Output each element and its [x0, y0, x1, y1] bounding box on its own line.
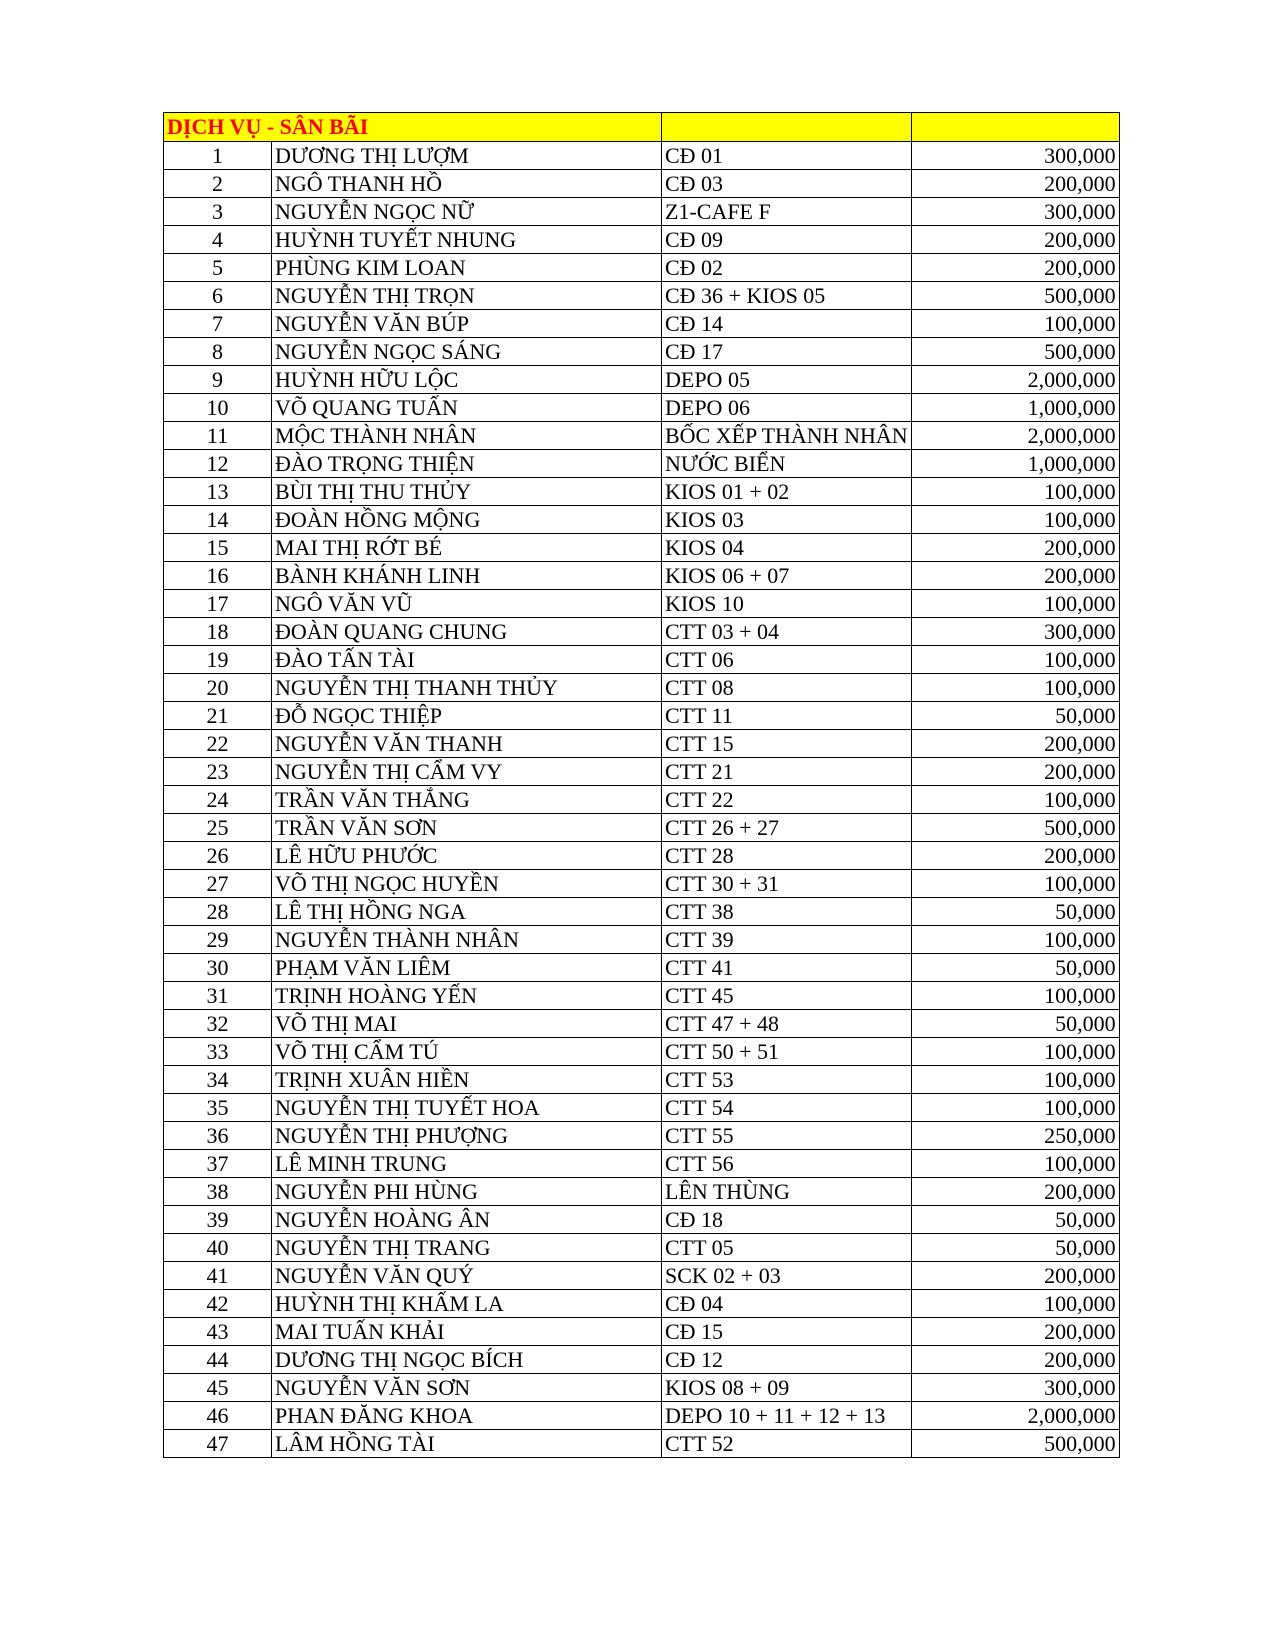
person-name: NGUYỄN THỊ TUYẾT HOA [272, 1093, 662, 1121]
row-number: 43 [164, 1317, 272, 1345]
fee-amount: 200,000 [911, 561, 1119, 589]
person-name: PHẠM VĂN LIÊM [272, 953, 662, 981]
location-code: CTT 53 [662, 1065, 912, 1093]
location-code: CĐ 04 [662, 1289, 912, 1317]
fee-amount: 200,000 [911, 1261, 1119, 1289]
row-number: 39 [164, 1205, 272, 1233]
location-code: CTT 22 [662, 785, 912, 813]
table-row [164, 1429, 1120, 1457]
table-row [164, 393, 1120, 421]
fee-amount: 250,000 [911, 1121, 1119, 1149]
row-number: 40 [164, 1233, 272, 1261]
person-name: ĐÀO TẤN TÀI [272, 645, 662, 673]
location-code: KIOS 06 + 07 [662, 561, 912, 589]
person-name: VÕ THỊ MAI [272, 1009, 662, 1037]
fee-amount: 100,000 [911, 1289, 1119, 1317]
table-row [164, 869, 1120, 897]
person-name: NGUYỄN THỊ TRỌN [272, 281, 662, 309]
table-row [164, 533, 1120, 561]
fee-amount: 50,000 [911, 701, 1119, 729]
fee-amount: 100,000 [911, 589, 1119, 617]
fee-amount: 300,000 [911, 617, 1119, 645]
person-name: ĐOÀN HỒNG MỘNG [272, 505, 662, 533]
location-code: CTT 55 [662, 1121, 912, 1149]
fee-amount: 500,000 [911, 1429, 1119, 1457]
person-name: NGUYỄN THỊ THANH THỦY [272, 673, 662, 701]
person-name: PHÙNG KIM LOAN [272, 253, 662, 281]
table-row [164, 141, 1120, 169]
fee-amount: 100,000 [911, 869, 1119, 897]
location-code: CĐ 15 [662, 1317, 912, 1345]
person-name: NGUYỄN HOÀNG ÂN [272, 1205, 662, 1233]
table-row [164, 169, 1120, 197]
table-row [164, 1177, 1120, 1205]
row-number: 16 [164, 561, 272, 589]
location-code: CĐ 01 [662, 141, 912, 169]
location-code: CTT 06 [662, 645, 912, 673]
location-code: CTT 52 [662, 1429, 912, 1457]
person-name: MỘC THÀNH NHÂN [272, 421, 662, 449]
row-number: 30 [164, 953, 272, 981]
fee-amount: 100,000 [911, 309, 1119, 337]
location-code: NƯỚC BIỂN [662, 449, 912, 477]
location-code: KIOS 08 + 09 [662, 1373, 912, 1401]
person-name: HUỲNH THỊ KHẤM LA [272, 1289, 662, 1317]
fee-amount: 200,000 [911, 729, 1119, 757]
table-row [164, 1093, 1120, 1121]
row-number: 31 [164, 981, 272, 1009]
row-number: 20 [164, 673, 272, 701]
person-name: NGUYỄN VĂN THANH [272, 729, 662, 757]
fee-amount: 50,000 [911, 897, 1119, 925]
person-name: TRỊNH XUÂN HIỀN [272, 1065, 662, 1093]
location-code: CTT 38 [662, 897, 912, 925]
location-code: CTT 15 [662, 729, 912, 757]
person-name: BÀNH KHÁNH LINH [272, 561, 662, 589]
person-name: VÕ THỊ CẨM TÚ [272, 1037, 662, 1065]
person-name: PHAN ĐĂNG KHOA [272, 1401, 662, 1429]
fee-amount: 500,000 [911, 813, 1119, 841]
person-name: NGUYỄN THỊ PHƯỢNG [272, 1121, 662, 1149]
fee-amount: 2,000,000 [911, 365, 1119, 393]
table-row [164, 1009, 1120, 1037]
service-fee-table [163, 112, 1120, 1458]
table-row [164, 281, 1120, 309]
table-row [164, 1317, 1120, 1345]
fee-amount: 2,000,000 [911, 421, 1119, 449]
location-code: CTT 08 [662, 673, 912, 701]
location-code: CTT 21 [662, 757, 912, 785]
table-row [164, 309, 1120, 337]
row-number: 9 [164, 365, 272, 393]
row-number: 25 [164, 813, 272, 841]
table-row [164, 701, 1120, 729]
table-row [164, 449, 1120, 477]
fee-amount: 200,000 [911, 757, 1119, 785]
location-code: CTT 45 [662, 981, 912, 1009]
table-row [164, 813, 1120, 841]
fee-amount: 100,000 [911, 785, 1119, 813]
location-code: DEPO 10 + 11 + 12 + 13 [662, 1401, 912, 1429]
table-row [164, 1401, 1120, 1429]
table-row [164, 337, 1120, 365]
person-name: LÂM HỒNG TÀI [272, 1429, 662, 1457]
table-row [164, 365, 1120, 393]
header-empty-cell [911, 113, 1119, 142]
fee-amount: 100,000 [911, 925, 1119, 953]
table-row [164, 785, 1120, 813]
fee-amount: 300,000 [911, 1373, 1119, 1401]
table-row [164, 561, 1120, 589]
fee-amount: 200,000 [911, 1317, 1119, 1345]
location-code: SCK 02 + 03 [662, 1261, 912, 1289]
row-number: 26 [164, 841, 272, 869]
fee-amount: 200,000 [911, 225, 1119, 253]
fee-amount: 300,000 [911, 141, 1119, 169]
fee-amount: 200,000 [911, 1177, 1119, 1205]
person-name: NGUYỄN NGỌC SÁNG [272, 337, 662, 365]
row-number: 8 [164, 337, 272, 365]
row-number: 36 [164, 1121, 272, 1149]
row-number: 45 [164, 1373, 272, 1401]
location-code: CTT 11 [662, 701, 912, 729]
row-number: 37 [164, 1149, 272, 1177]
person-name: ĐỖ NGỌC THIỆP [272, 701, 662, 729]
row-number: 17 [164, 589, 272, 617]
table-row [164, 253, 1120, 281]
person-name: VÕ THỊ NGỌC HUYỀN [272, 869, 662, 897]
fee-amount: 100,000 [911, 1037, 1119, 1065]
table-row [164, 673, 1120, 701]
table-row [164, 1205, 1120, 1233]
location-code: CĐ 17 [662, 337, 912, 365]
table-row [164, 1121, 1120, 1149]
location-code: CĐ 03 [662, 169, 912, 197]
row-number: 24 [164, 785, 272, 813]
row-number: 12 [164, 449, 272, 477]
person-name: NGUYỄN PHI HÙNG [272, 1177, 662, 1205]
fee-amount: 200,000 [911, 169, 1119, 197]
table-row [164, 841, 1120, 869]
row-number: 27 [164, 869, 272, 897]
row-number: 21 [164, 701, 272, 729]
row-number: 10 [164, 393, 272, 421]
row-number: 35 [164, 1093, 272, 1121]
row-number: 28 [164, 897, 272, 925]
row-number: 41 [164, 1261, 272, 1289]
row-number: 47 [164, 1429, 272, 1457]
row-number: 3 [164, 197, 272, 225]
person-name: NGUYỄN VĂN BÚP [272, 309, 662, 337]
location-code: CTT 41 [662, 953, 912, 981]
table-row [164, 1373, 1120, 1401]
location-code: CTT 30 + 31 [662, 869, 912, 897]
table-row [164, 1289, 1120, 1317]
fee-amount: 50,000 [911, 1233, 1119, 1261]
table-row [164, 1233, 1120, 1261]
fee-amount: 200,000 [911, 253, 1119, 281]
row-number: 38 [164, 1177, 272, 1205]
person-name: DƯƠNG THỊ LƯỢM [272, 141, 662, 169]
header-empty-cell [662, 113, 912, 142]
location-code: CTT 26 + 27 [662, 813, 912, 841]
table-row [164, 757, 1120, 785]
fee-amount: 200,000 [911, 1345, 1119, 1373]
person-name: MAI TUẤN KHẢI [272, 1317, 662, 1345]
fee-amount: 300,000 [911, 197, 1119, 225]
row-number: 46 [164, 1401, 272, 1429]
fee-amount: 1,000,000 [911, 449, 1119, 477]
person-name: LÊ THỊ HỒNG NGA [272, 897, 662, 925]
location-code: KIOS 04 [662, 533, 912, 561]
location-code: CĐ 12 [662, 1345, 912, 1373]
row-number: 15 [164, 533, 272, 561]
person-name: ĐOÀN QUANG CHUNG [272, 617, 662, 645]
person-name: NGÔ THANH HỒ [272, 169, 662, 197]
table-row [164, 589, 1120, 617]
location-code: CTT 28 [662, 841, 912, 869]
fee-amount: 100,000 [911, 645, 1119, 673]
table-row [164, 421, 1120, 449]
fee-amount: 200,000 [911, 841, 1119, 869]
row-number: 44 [164, 1345, 272, 1373]
row-number: 5 [164, 253, 272, 281]
location-code: CTT 50 + 51 [662, 1037, 912, 1065]
row-number: 4 [164, 225, 272, 253]
person-name: NGUYỄN THÀNH NHÂN [272, 925, 662, 953]
table-row [164, 617, 1120, 645]
row-number: 7 [164, 309, 272, 337]
row-number: 2 [164, 169, 272, 197]
fee-amount: 100,000 [911, 505, 1119, 533]
table-row [164, 225, 1120, 253]
fee-amount: 1,000,000 [911, 393, 1119, 421]
row-number: 1 [164, 141, 272, 169]
fee-amount: 100,000 [911, 673, 1119, 701]
section-title: DỊCH VỤ - SÂN BÃI [164, 113, 662, 142]
table-row [164, 953, 1120, 981]
person-name: LÊ MINH TRUNG [272, 1149, 662, 1177]
person-name: HUỲNH TUYẾT NHUNG [272, 225, 662, 253]
location-code: CTT 54 [662, 1093, 912, 1121]
person-name: MAI THỊ RỚT BÉ [272, 533, 662, 561]
row-number: 6 [164, 281, 272, 309]
location-code: BỐC XẾP THÀNH NHÂN [662, 421, 912, 449]
person-name: VÕ QUANG TUẤN [272, 393, 662, 421]
table-row [164, 1345, 1120, 1373]
person-name: TRẦN VĂN SƠN [272, 813, 662, 841]
location-code: LÊN THÙNG [662, 1177, 912, 1205]
row-number: 34 [164, 1065, 272, 1093]
row-number: 22 [164, 729, 272, 757]
row-number: 13 [164, 477, 272, 505]
fee-amount: 100,000 [911, 1093, 1119, 1121]
row-number: 14 [164, 505, 272, 533]
fee-amount: 200,000 [911, 533, 1119, 561]
table-row [164, 981, 1120, 1009]
table-row [164, 197, 1120, 225]
fee-amount: 50,000 [911, 953, 1119, 981]
location-code: CTT 03 + 04 [662, 617, 912, 645]
person-name: TRẦN VĂN THẮNG [272, 785, 662, 813]
location-code: CĐ 09 [662, 225, 912, 253]
location-code: KIOS 10 [662, 589, 912, 617]
row-number: 42 [164, 1289, 272, 1317]
location-code: CTT 05 [662, 1233, 912, 1261]
person-name: NGUYỄN THỊ TRANG [272, 1233, 662, 1261]
fee-amount: 100,000 [911, 1149, 1119, 1177]
table-row [164, 477, 1120, 505]
location-code: CĐ 14 [662, 309, 912, 337]
person-name: NGUYỄN NGỌC NỮ [272, 197, 662, 225]
fee-amount: 100,000 [911, 477, 1119, 505]
row-number: 32 [164, 1009, 272, 1037]
row-number: 18 [164, 617, 272, 645]
person-name: ĐÀO TRỌNG THIỆN [272, 449, 662, 477]
location-code: KIOS 01 + 02 [662, 477, 912, 505]
person-name: NGUYỄN VĂN QUÝ [272, 1261, 662, 1289]
table-row [164, 1261, 1120, 1289]
location-code: CĐ 18 [662, 1205, 912, 1233]
table-row [164, 1149, 1120, 1177]
fee-amount: 500,000 [911, 281, 1119, 309]
person-name: NGUYỄN VĂN SƠN [272, 1373, 662, 1401]
table-row [164, 897, 1120, 925]
fee-amount: 2,000,000 [911, 1401, 1119, 1429]
location-code: Z1-CAFE F [662, 197, 912, 225]
row-number: 11 [164, 421, 272, 449]
table-row [164, 729, 1120, 757]
location-code: CTT 56 [662, 1149, 912, 1177]
person-name: DƯƠNG THỊ NGỌC BÍCH [272, 1345, 662, 1373]
row-number: 29 [164, 925, 272, 953]
table-row [164, 645, 1120, 673]
location-code: KIOS 03 [662, 505, 912, 533]
person-name: LÊ HỮU PHƯỚC [272, 841, 662, 869]
table-row [164, 505, 1120, 533]
location-code: DEPO 05 [662, 365, 912, 393]
person-name: HUỲNH HỮU LỘC [272, 365, 662, 393]
table-row [164, 925, 1120, 953]
row-number: 33 [164, 1037, 272, 1065]
table-row [164, 1037, 1120, 1065]
fee-amount: 50,000 [911, 1205, 1119, 1233]
row-number: 19 [164, 645, 272, 673]
location-code: CTT 47 + 48 [662, 1009, 912, 1037]
fee-amount: 500,000 [911, 337, 1119, 365]
fee-amount: 100,000 [911, 981, 1119, 1009]
person-name: BÙI THỊ THU THỦY [272, 477, 662, 505]
location-code: CTT 39 [662, 925, 912, 953]
fee-amount: 50,000 [911, 1009, 1119, 1037]
table-row [164, 1065, 1120, 1093]
person-name: TRỊNH HOÀNG YẾN [272, 981, 662, 1009]
location-code: CĐ 36 + KIOS 05 [662, 281, 912, 309]
person-name: NGÔ VĂN VŨ [272, 589, 662, 617]
fee-amount: 100,000 [911, 1065, 1119, 1093]
person-name: NGUYỄN THỊ CẨM VY [272, 757, 662, 785]
row-number: 23 [164, 757, 272, 785]
location-code: CĐ 02 [662, 253, 912, 281]
location-code: DEPO 06 [662, 393, 912, 421]
section-header-row [164, 113, 1120, 142]
